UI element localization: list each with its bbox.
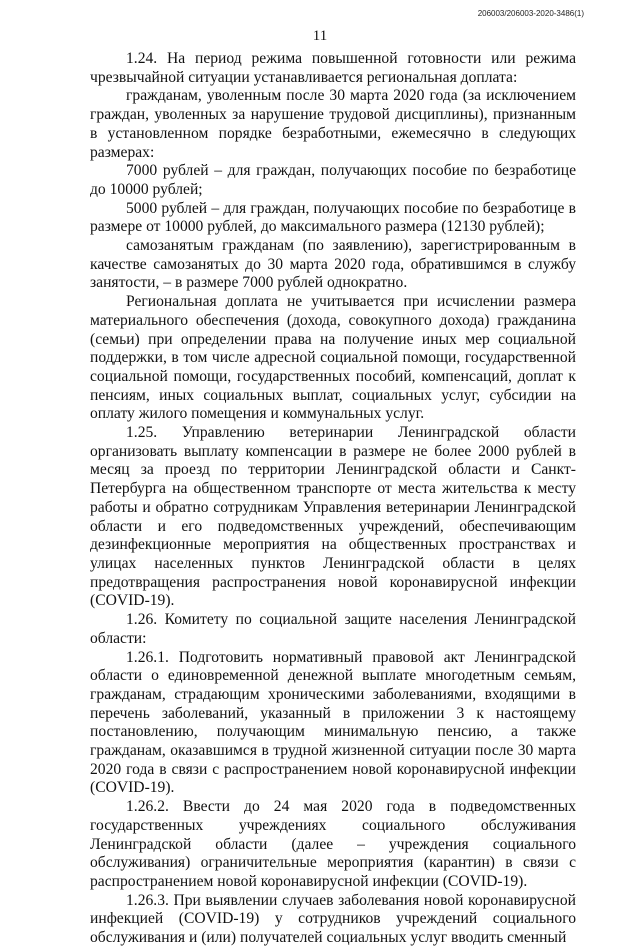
- paragraph: Региональная доплата не учитывается при исчислении размера материального обеспечения (дохода, совокупного дохода) гражданина (семьи) при определении права на получение иных мер социальной поддержки, в том числе адресной социальной помощи, государственной социальной помощи, государственных пособий, компенсаций, доплат к пенсиям, иных социальных выплат, социальных услуг, субсидии на оплату жилого помещения и коммунальных услуг.: [90, 293, 576, 423]
- paragraph: 1.26. Комитету по социальной защите населения Ленинградской области:: [90, 611, 576, 647]
- paragraph: гражданам, уволенным после 30 марта 2020 года (за исключением граждан, уволенных за нарушение трудовой дисциплины), признанным в установленном порядке безработными, ежемесячно в следующих размерах:: [90, 87, 576, 161]
- paragraph: 1.26.3. При выявлении случаев заболевания новой коронавирусной инфекцией (COVID-19) у сотрудников учреждений социального обслуживания и (или) получателей социальных услуг вводить сменный: [90, 891, 576, 947]
- paragraph: самозанятым гражданам (по заявлению), зарегистрированным в качестве самозанятых до 30 марта 2020 года, обратившимся в службу занятости, – в размере 7000 рублей однократно.: [90, 237, 576, 292]
- paragraph: 7000 рублей – для граждан, получающих пособие по безработице до 10000 рублей;: [90, 162, 576, 198]
- paragraph: 1.24. На период режима повышенной готовности или режима чрезвычайной ситуации устанавливается региональная доплата:: [90, 50, 576, 86]
- document-id: 206003/206003-2020-3486(1): [477, 9, 584, 18]
- paragraph: 1.26.2. Ввести до 24 мая 2020 года в подведомственных государственных учреждениях социального обслуживания Ленинградской области (далее – учреждения социального обслуживания) ограничительные мероприятия (карантин) в связи с распространением новой коронавирусной инфекции (COVID-19).: [90, 798, 576, 890]
- page-number: 11: [312, 28, 328, 44]
- paragraph: 1.26.1. Подготовить нормативный правовой акт Ленинградской области о единовременной денежной выплате многодетным семьям, гражданам, страдающим хроническими заболеваниями, входящими в перечень заболеваний, указанный в приложении 3 к настоящему постановлению, получающим минимальную пенсию, а также гражданам, оказавшимся в трудной жизненной ситуации после 30 марта 2020 года в связи с распространением новой коронавирусной инфекции (COVID-19).: [90, 648, 576, 797]
- document-body: [90, 50, 576, 948]
- paragraph: 5000 рублей – для граждан, получающих пособие по безработице в размере от 10000 рублей, до максимального размера (12130 рублей);: [90, 199, 576, 236]
- paragraph: 1.25. Управлению ветеринарии Ленинградской области организовать выплату компенсации в размере не более 2000 рублей в месяц за проезд по территории Ленинградской области и Санкт-Петербурга на общественном транспорте от места жительства к месту работы и обратно сотрудникам Управления ветеринарии Ленинградской области и его подведомственных учреждений, обеспечивающим дезинфекционные мероприятия на общественных пространствах и улицах населенных пунктов Ленинградской области в целях предотвращения распространения новой коронавирусной инфекции (COVID-19).: [90, 424, 576, 610]
